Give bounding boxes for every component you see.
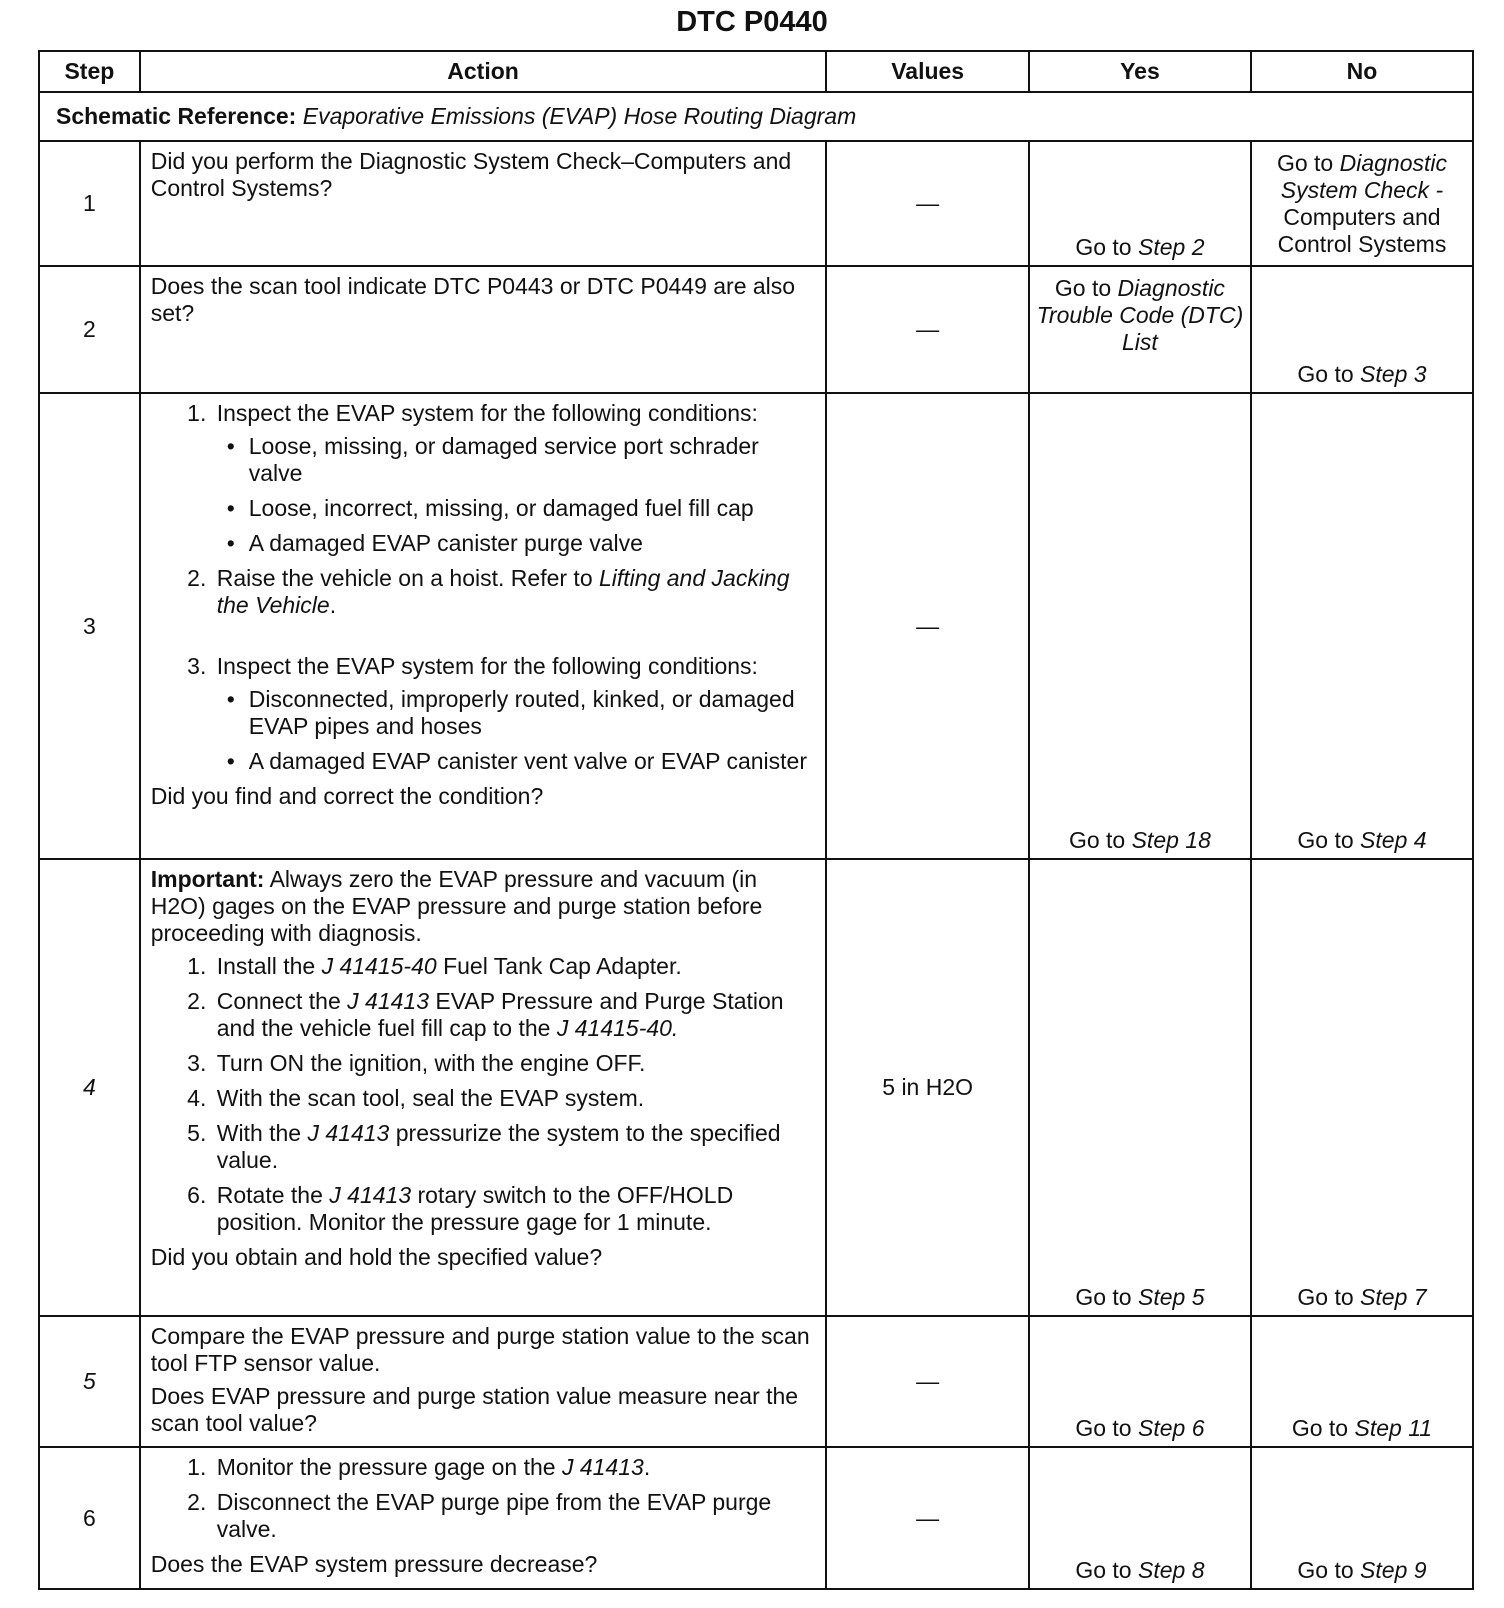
procedure-text: Fuel Tank Cap Adapter.	[443, 952, 682, 979]
no-prefix: Go to	[1297, 1557, 1354, 1583]
question: Did you obtain and hold the specified value?	[150, 1243, 603, 1270]
no-cell	[1251, 1316, 1473, 1447]
header-no: No	[1251, 51, 1473, 92]
question: Does the EVAP system pressure decrease?	[150, 1551, 598, 1578]
procedure-text: .	[643, 1454, 651, 1481]
page-title: DTC P0440	[676, 6, 828, 38]
yes-link[interactable]: Step 8	[1138, 1557, 1205, 1583]
procedure-step	[213, 400, 816, 557]
condition-list	[217, 433, 816, 557]
step-number: 1	[39, 141, 140, 266]
procedure-list	[151, 400, 816, 775]
yes-cell	[1029, 859, 1251, 1316]
yes-prefix: Go to	[1075, 1284, 1132, 1311]
value-cell	[826, 1447, 1029, 1589]
condition-item: • Loose, incorrect, missing, or damaged fuel fill cap	[249, 495, 816, 522]
no-cell	[1251, 859, 1473, 1316]
procedure-text: Compare the EVAP pressure and purge station value to the scan tool FTP sensor value.	[150, 1323, 810, 1377]
question: Does the scan tool indicate DTC P0443 or DTC P0449 are also set?	[150, 273, 796, 327]
procedure-text: Inspect the EVAP system for the following conditions:	[216, 653, 758, 680]
procedure-text: Install the	[216, 952, 316, 979]
yes-prefix: Go to	[1075, 234, 1132, 261]
procedure-step	[213, 565, 816, 619]
no-cell	[1251, 393, 1473, 859]
no-prefix: Go to	[1276, 150, 1334, 177]
yes-prefix: Go to	[1054, 275, 1112, 302]
action-cell	[140, 1447, 827, 1589]
procedure-text: rotary switch to the OFF/HOLD position. Monitor the pressure gage for 1 minute.	[216, 1181, 734, 1235]
question: Did you perform the Diagnostic System Check–Computers and Control Systems?	[150, 148, 792, 202]
step-number: 2	[39, 266, 140, 393]
yes-cell	[1029, 393, 1251, 859]
procedure-text: Turn ON the ignition, with the engine OFF.	[216, 1049, 646, 1076]
header-action: Action	[140, 51, 827, 92]
procedure-link[interactable]: Lifting and Jacking the Vehicle	[216, 565, 790, 619]
question: Did you find and correct the condition?	[150, 783, 544, 810]
tool-ref[interactable]: J 41415-40	[321, 952, 437, 979]
schematic-row	[39, 92, 1473, 141]
no-cell	[1251, 141, 1473, 266]
table-row	[39, 1447, 1473, 1589]
value-text: 5 in H2O	[882, 1074, 974, 1101]
schematic-label: Schematic Reference:	[56, 103, 297, 130]
procedure-step	[213, 1120, 816, 1174]
procedure-step	[213, 1454, 816, 1481]
procedure-step	[213, 653, 816, 775]
no-link[interactable]: Diagnostic System Check -	[1280, 150, 1447, 204]
table-row	[39, 266, 1473, 393]
yes-cell	[1029, 266, 1251, 393]
value-text: —	[916, 1504, 940, 1531]
action-cell	[140, 266, 827, 393]
tool-ref[interactable]: J 41413	[347, 987, 430, 1014]
procedure-text: With the scan tool, seal the EVAP system.	[216, 1084, 645, 1111]
no-prefix: Go to	[1297, 1284, 1354, 1311]
procedure-step	[213, 1085, 816, 1112]
tool-ref[interactable]: J 41415-40.	[556, 1014, 679, 1041]
tool-ref[interactable]: J 41413	[329, 1181, 412, 1208]
value-text: —	[916, 612, 940, 639]
no-suffix: Computers and Control Systems	[1277, 204, 1447, 258]
header-row	[39, 51, 1473, 92]
yes-link[interactable]: Step 6	[1138, 1415, 1205, 1442]
value-cell	[826, 1316, 1029, 1447]
diagnostic-table	[38, 50, 1474, 1590]
no-link[interactable]: Step 11	[1354, 1415, 1433, 1442]
important-label: Important:	[150, 865, 265, 892]
procedure-list	[151, 1454, 816, 1543]
condition-item: • Loose, missing, or damaged service port schrader valve	[249, 433, 816, 487]
procedure-end: .	[329, 592, 337, 619]
procedure-text: Connect the	[216, 987, 341, 1014]
value-cell	[826, 141, 1029, 266]
step-number: 3	[39, 393, 140, 859]
no-link[interactable]: Step 9	[1360, 1557, 1427, 1583]
no-prefix: Go to	[1291, 1415, 1349, 1442]
condition-item: • A damaged EVAP canister vent valve or EVAP canister	[249, 748, 816, 775]
procedure-text: Monitor the pressure gage on the	[216, 1454, 556, 1481]
procedure-text: Rotate the	[216, 1181, 323, 1208]
procedure-text: Disconnect the EVAP purge pipe from the EVAP purge valve.	[216, 1489, 772, 1543]
procedure-text: Raise the vehicle on a hoist. Refer to	[216, 565, 593, 592]
procedure-text: With the	[216, 1119, 302, 1146]
table-row	[39, 393, 1473, 859]
no-link[interactable]: Step 7	[1360, 1284, 1427, 1311]
schematic-reference	[39, 92, 1473, 141]
yes-link[interactable]: Diagnostic Trouble Code (DTC) List	[1036, 275, 1244, 356]
table-row	[39, 141, 1473, 266]
yes-prefix: Go to	[1068, 826, 1126, 853]
value-text: —	[916, 190, 940, 217]
table-row	[39, 1316, 1473, 1447]
question: Does EVAP pressure and purge station value measure near the scan tool value?	[150, 1383, 799, 1437]
step-number: 6	[39, 1447, 140, 1589]
yes-prefix: Go to	[1075, 1557, 1132, 1583]
action-cell	[140, 859, 827, 1316]
procedure-text: EVAP Pressure and Purge Station and the vehicle fuel fill cap to the	[216, 987, 784, 1041]
condition-item: • Disconnected, improperly routed, kinked, or damaged EVAP pipes and hoses	[249, 686, 816, 740]
yes-prefix: Go to	[1075, 1415, 1132, 1442]
yes-cell	[1029, 1316, 1251, 1447]
no-cell	[1251, 266, 1473, 393]
action-cell	[140, 1316, 827, 1447]
header-step: Step	[39, 51, 140, 92]
header-values: Values	[826, 51, 1029, 92]
procedure-text: pressurize the system to the specified value.	[216, 1119, 781, 1173]
yes-link[interactable]: Step 5	[1138, 1284, 1205, 1311]
schematic-link[interactable]: Evaporative Emissions (EVAP) Hose Routing Diagram	[302, 103, 857, 130]
procedure-list	[151, 953, 816, 1236]
procedure-step	[213, 1489, 816, 1543]
value-cell	[826, 859, 1029, 1316]
header-yes: Yes	[1029, 51, 1251, 92]
table-row	[39, 859, 1473, 1316]
important-note	[151, 866, 816, 947]
procedure-step	[213, 988, 816, 1042]
no-prefix: Go to	[1297, 361, 1354, 388]
no-link[interactable]: Step 4	[1360, 826, 1427, 853]
no-cell	[1251, 1447, 1473, 1589]
yes-link[interactable]: Step 2	[1138, 234, 1205, 261]
yes-link[interactable]: Step 18	[1131, 826, 1211, 853]
tool-ref[interactable]: J 41413	[307, 1119, 390, 1146]
value-text: —	[916, 1368, 940, 1395]
step-number: 4	[39, 859, 140, 1316]
procedure-step	[213, 1050, 816, 1077]
no-prefix: Go to	[1297, 826, 1354, 853]
tool-ref[interactable]: J 41413	[561, 1454, 644, 1481]
action-cell	[140, 393, 827, 859]
value-cell	[826, 393, 1029, 859]
no-link[interactable]: Step 3	[1360, 361, 1427, 388]
important-text: Always zero the EVAP pressure and vacuum (in H2O) gages on the EVAP pressure and purge station before proceeding with diagnosis.	[150, 865, 763, 946]
value-text: —	[916, 316, 940, 343]
condition-item: • A damaged EVAP canister purge valve	[249, 530, 816, 557]
step-number: 5	[39, 1316, 140, 1447]
procedure-text: Inspect the EVAP system for the following conditions:	[216, 400, 758, 427]
condition-list	[217, 686, 816, 775]
action-cell	[140, 141, 827, 266]
procedure-step	[213, 953, 816, 980]
procedure-step	[213, 1182, 816, 1236]
yes-cell	[1029, 141, 1251, 266]
value-cell	[826, 266, 1029, 393]
yes-cell	[1029, 1447, 1251, 1589]
